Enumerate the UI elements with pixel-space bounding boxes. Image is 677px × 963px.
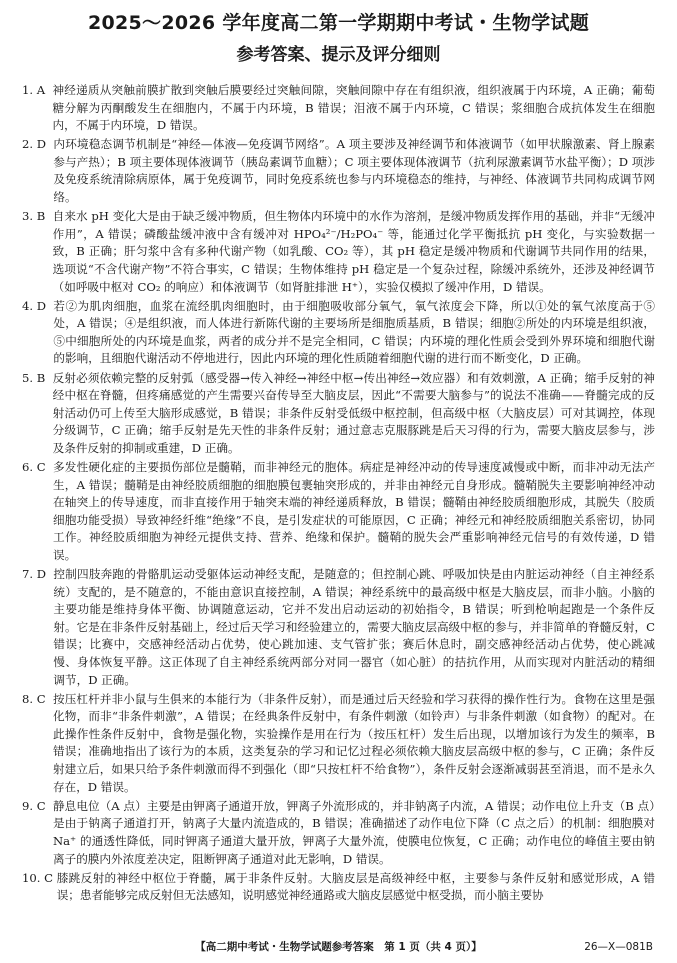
answer-explanation: 反射必须依赖完整的反射弧（感受器→传入神经→神经中枢→传出神经→效应器）和有效刺激，A 正确；缩手反射的神经中枢在脊髓，但疼痛感觉的产生需要兴奋传导至大脑皮层，因此“不需要大脑参与”的说法不准确——脊髓完成的反射活动仍可上传至大脑形成感觉，B 错误；非条件反射受低级中枢控制，但高级中枢（大脑皮层）可对其调控，体现分级调节，C 正确；缩手反射是先天性的非条件反射；通过意志克服豚跳是后天习得的行为，需要大脑皮层参与，涉及条件反射的抑制或重建，D 正确。 — [52, 370, 655, 455]
answer-item-6 — [22, 459, 655, 565]
answer-number: 5. B — [22, 370, 46, 385]
page-footer — [0, 938, 677, 956]
answer-explanation: 若②为肌肉细胞，血浆在流经肌肉细胞时，由于细胞吸收部分氧气，氧气浓度会下降，所以①处的氧气浓度高于⑤处，A 错误；④是组织液，而人体进行新陈代谢的主要场所是细胞质基质，B 错误；细胞②所处的内环境是组织液，⑤中细胞所处的内环境是血浆，两者的成分并不是完全相同，C 错误；内环境的理化性质会受到外界环境和细胞代谢的影响，且细胞代谢活动不停地进行，因此内环境的理化性质随着细胞代谢的进行而不断变化，D 正确。 — [53, 298, 655, 366]
answer-explanation: 静息电位（A 点）主要是由钾离子通道开放，钾离子外流形成的，并非钠离子内流，A 错误；动作电位上升支（B 点）是由于钠离子通道打开，钠离子大量内流造成的，B 错误；准确描述了动作电位下降（C 点之后）的机制：细胞膜对 Na⁺ 的通透性降低，同时钾离子通道大量开放，钾离子大量外流，使膜电位恢复，C 正确；动作电位的峰值主要由钠离子的膜内外浓度差决定，阻断钾离子通道对此无影响，D 错误。 — [53, 798, 655, 866]
answer-number: 4. D — [22, 298, 47, 313]
answer-item-8 — [22, 691, 655, 797]
answer-list — [22, 82, 655, 905]
answer-explanation: 多发性硬化症的主要损伤部位是髓鞘，而非神经元的胞体。病症是神经冲动的传导速度减慢或中断，而非冲动无法产生，A 错误；髓鞘是由神经胶质细胞的细胞膜包裹轴突形成的，并非由神经元自身形成。髓鞘脱失主要影响神经冲动在轴突上的传导速度，而非直接作用于轴突末端的神经递质释放，B 错误；髓鞘由神经胶质细胞形成，其脱失（胶质细胞功能受损）导致神经纤维“绝缘”不良，是引发症状的可能原因，C 正确；神经元和神经胶质细胞关系密切，协同工作。神经胶质细胞为神经元提供支持、营养、绝缘和保护。髓鞘的脱失会严重影响神经元信号的有效传递，D 错误。 — [53, 459, 655, 562]
page-subtitle: 参考答案、提示及评分细则 — [236, 45, 441, 65]
footer-paper-code: 26—X—081B — [584, 941, 653, 953]
page-title: 2025～2026 学年度高二第一学期期中考试・生物学试题 — [87, 12, 590, 34]
answer-number: 7. D — [22, 567, 47, 582]
answer-item-3 — [22, 208, 655, 296]
answer-number: 2. D — [22, 137, 47, 152]
answer-item-1 — [22, 82, 655, 135]
answer-item-5 — [22, 370, 655, 458]
answer-explanation: 神经递质从突触前膜扩散到突触后膜要经过突触间隙，突触间隙中存在有组织液，组织液属于内环境，A 正确；葡萄糖分解为丙酮酸发生在细胞内，不属于内环境，B 错误；泪液不属于内环境，C 错误；浆细胞合成抗体发生在细胞内，不属于内环境，D 错误。 — [52, 83, 655, 133]
answer-item-7 — [22, 566, 655, 689]
answer-item-2 — [22, 136, 655, 206]
answer-item-4 — [22, 298, 655, 368]
answer-explanation: 按压杠杆并非小鼠与生俱来的本能行为（非条件反射），而是通过后天经验和学习获得的操作性行为。食物在这里是强化物，而非“非条件刺激”，A 错误；在经典条件反射中，有条件刺激（如铃声）与非条件刺激（如食物）的配对。在此操作性条件反射中，食物是强化物，实验操作是用在行为（按压杠杆）发生后出现，以增加该行为发生的频率，B 错误；准确地指出了该行为的本质，这类复杂的学习和记忆过程必须依赖大脑皮层高级中枢的参与，C 正确；条件反射建立后，如果只给予条件刺激而得不到强化（即“只按杠杆不给食物”），条件反射会逐渐减弱甚至消退，而不是永久存在，D 错误。 — [53, 691, 655, 794]
answer-explanation: 内环境稳态调节机制是“神经—体液—免疫调节网络”。A 项主要涉及神经调节和体液调节（如甲状腺激素、肾上腺素参与产热）；B 项主要体现体液调节（胰岛素调节血糖）；C 项主要体现体液调节（抗利尿激素调节水盐平衡）；D 项涉及免疫系统清除病原体，属于免疫调节，同时免疫系统也参与内环境稳态的维持，与神经、体液调节共同构成调节网络。 — [53, 137, 655, 205]
answer-number: 9. C — [22, 798, 46, 813]
answer-number: 1. A — [22, 83, 46, 97]
answer-number: 10. C — [22, 870, 53, 885]
answer-number: 3. B — [22, 209, 46, 224]
answer-item-9 — [22, 798, 655, 868]
footer-page-info: 【高二期中考试・生物学试题参考答案 第 1 页（共 4 页）】 — [195, 941, 482, 953]
answer-explanation: 控制四肢奔跑的骨骼肌运动受躯体运动神经支配，是随意的；但控制心跳、呼吸加快是由内脏运动神经（自主神经系统）支配的，是不随意的，不能由意识直接控制，A 错误；神经系统中的最高级中枢是大脑皮层，而非小脑。小脑的主要功能是维持身体平衡、协调随意运动，它并不发出启动运动的初始指令，B 错误；听到枪响起跑是一个条件反射。它是在非条件反射基础上，经过后天学习和经验建立的，需要大脑皮层高级中枢的参与，并非简单的脊髓反射，C 错误；比赛中，交感神经活动占优势，使心跳加速、支气管扩张；赛后休息时，副交感神经活动占优势，使心跳减慢、身体恢复平静。这正体现了自主神经系统两部分对同一器官（如心脏）的拮抗作用，从而实现对内脏活动的精细调节，D 正确。 — [53, 567, 655, 687]
answer-explanation: 自来水 pH 变化大是由于缺乏缓冲物质，但生物体内环境中的水作为溶剂，是缓冲物质发挥作用的基础，并非“无缓冲作用”，A 错误；磷酸盐缓冲液中含有缓冲对 HPO₄²⁻/H₂PO₄⁻ 等，能通过化学平衡抵抗 pH 变化，与实验数据一致，B 正确；肝匀浆中含有多种代谢产物（如乳酸、CO₂ 等），其 pH 稳定是缓冲物质和代谢调节共同作用的结果，选项说“不含代谢产物”不符合事实，C 错误；生物体维持 pH 稳定是一个复杂过程，除缓冲系统外，还涉及神经调节（如呼吸中枢对 CO₂ 的响应）和体液调节（如肾脏排泄 H⁺），实验仅模拟了缓冲作用，D 错误。 — [52, 209, 655, 294]
answer-explanation: 膝跳反射的神经中枢位于脊髓，属于非条件反射。大脑皮层是高级神经中枢，主要参与条件反射和感觉形成，A 错误；患者能够完成反射但无法感知，说明感觉神经通路或大脑皮层感觉中枢受损，而小脑主要协 — [56, 870, 655, 903]
answer-number: 8. C — [22, 691, 46, 706]
answer-item-10 — [22, 870, 655, 905]
answer-number: 6. C — [22, 459, 46, 474]
